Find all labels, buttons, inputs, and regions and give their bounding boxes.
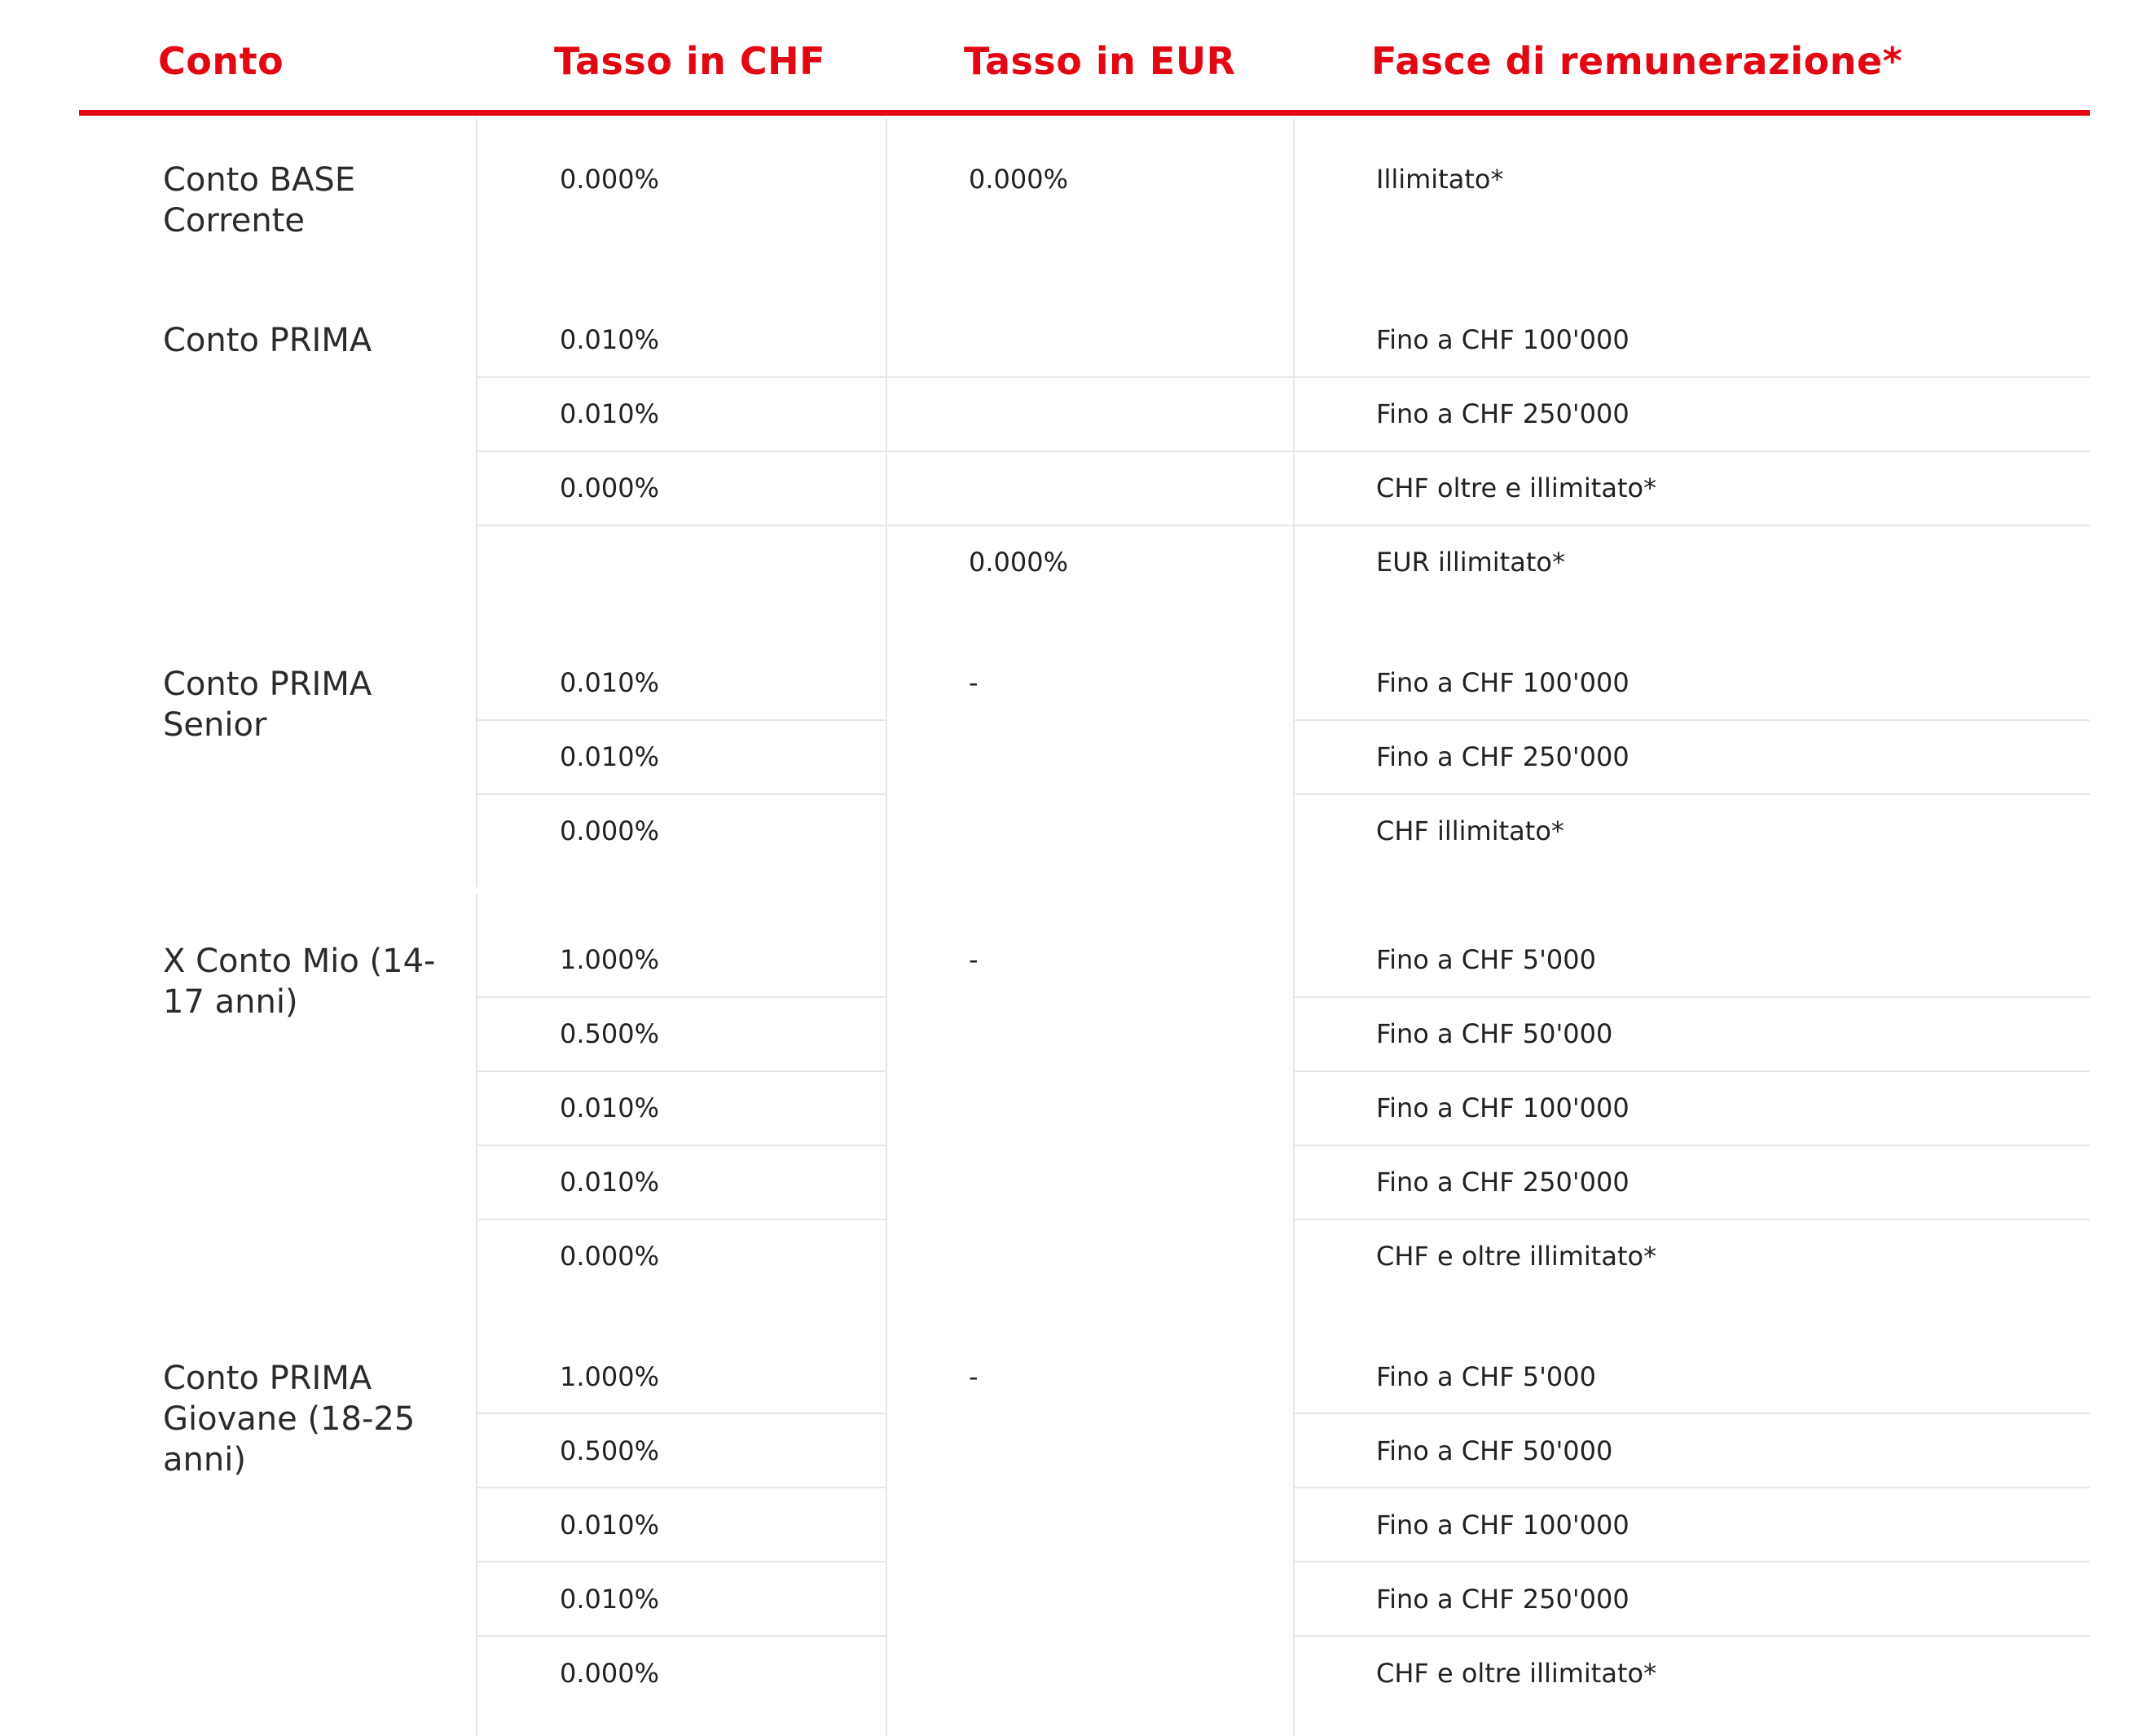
account-name: Conto PRIMA Giovane (18-25 anni)	[163, 1360, 416, 1479]
row-divider	[476, 1145, 886, 1146]
remuneration-band: Fino a CHF 5'000	[1376, 944, 1596, 975]
rate-chf: 0.010%	[560, 1167, 660, 1198]
rate-eur: -	[969, 1361, 979, 1392]
rate-chf: 1.000%	[560, 944, 660, 975]
rate-chf: 0.000%	[560, 1658, 660, 1689]
rate-chf: 0.000%	[560, 1241, 660, 1272]
row-divider	[476, 996, 886, 998]
remuneration-band: Illimitato*	[1376, 164, 1504, 195]
rate-eur: 0.000%	[969, 164, 1069, 195]
remuneration-band: CHF e oltre illimitato*	[1376, 1241, 1657, 1272]
header-fasce: Fasce di remunerazione*	[1371, 39, 1903, 83]
row-divider	[1293, 1561, 2090, 1562]
account-name: Conto PRIMA Senior	[163, 666, 372, 744]
remuneration-band: CHF illimitato*	[1376, 815, 1564, 846]
account-name: Conto PRIMA	[163, 322, 372, 359]
rate-chf: 0.500%	[560, 1018, 660, 1049]
header-tasso-eur: Tasso in EUR	[964, 39, 1236, 83]
remuneration-band: Fino a CHF 50'000	[1376, 1018, 1613, 1049]
account-name: Conto BASE Corrente	[163, 161, 356, 240]
rate-chf: 0.010%	[560, 1510, 660, 1540]
row-divider	[476, 1487, 886, 1488]
remuneration-band: Fino a CHF 100'000	[1376, 1092, 1629, 1123]
row-divider	[1293, 1145, 2090, 1146]
remuneration-band: EUR illimitato*	[1376, 547, 1565, 578]
column-divider	[886, 119, 887, 1736]
header-conto: Conto	[158, 39, 284, 83]
remuneration-band: Fino a CHF 100'000	[1376, 1510, 1629, 1540]
remuneration-band: Fino a CHF 5'000	[1376, 1361, 1596, 1392]
rate-chf: 0.500%	[560, 1435, 660, 1466]
remuneration-band: Fino a CHF 250'000	[1376, 741, 1629, 772]
rate-chf: 0.010%	[560, 741, 660, 772]
remuneration-band: Fino a CHF 250'000	[1376, 1584, 1629, 1615]
rate-eur: -	[969, 944, 979, 975]
header-tasso-chf: Tasso in CHF	[554, 39, 826, 83]
rate-chf: 0.010%	[560, 398, 660, 429]
rate-chf: 0.010%	[560, 1092, 660, 1123]
row-divider	[476, 525, 2090, 526]
row-divider	[1293, 1070, 2090, 1072]
row-divider	[1293, 1219, 2090, 1220]
rate-chf: 0.010%	[560, 667, 660, 698]
row-divider	[1293, 996, 2090, 998]
row-divider	[476, 1070, 886, 1072]
row-divider	[1293, 1413, 2090, 1414]
rate-chf: 1.000%	[560, 1361, 660, 1392]
column-divider	[476, 894, 477, 1736]
remuneration-band: Fino a CHF 100'000	[1376, 324, 1629, 355]
account-name: X Conto Mio (14-17 anni)	[163, 943, 436, 1021]
rate-chf: 0.010%	[560, 324, 660, 355]
row-divider	[476, 1219, 886, 1220]
row-divider	[476, 719, 886, 721]
rate-chf: 0.000%	[560, 815, 660, 846]
remuneration-band: Fino a CHF 250'000	[1376, 398, 1629, 429]
row-divider	[1293, 719, 2090, 721]
rate-chf: 0.010%	[560, 1584, 660, 1615]
header-divider	[79, 110, 2090, 116]
column-divider	[476, 119, 477, 887]
remuneration-band: Fino a CHF 50'000	[1376, 1435, 1613, 1466]
rate-chf: 0.000%	[560, 164, 660, 195]
row-divider	[476, 1413, 886, 1414]
row-divider	[476, 793, 886, 795]
row-divider	[1293, 793, 2090, 795]
row-divider	[1293, 1487, 2090, 1488]
row-divider	[476, 376, 2090, 378]
remuneration-band: CHF e oltre illimitato*	[1376, 1658, 1657, 1689]
rate-eur: 0.000%	[969, 547, 1069, 578]
row-divider	[476, 450, 2090, 452]
remuneration-band: Fino a CHF 100'000	[1376, 667, 1629, 698]
rate-chf: 0.000%	[560, 472, 660, 503]
row-divider	[1293, 1635, 2090, 1637]
row-divider	[476, 1561, 886, 1562]
remuneration-band: CHF oltre e illimitato*	[1376, 472, 1657, 503]
column-divider	[1293, 119, 1295, 1736]
row-divider	[476, 1635, 886, 1637]
rate-eur: -	[969, 667, 979, 698]
remuneration-band: Fino a CHF 250'000	[1376, 1167, 1629, 1198]
